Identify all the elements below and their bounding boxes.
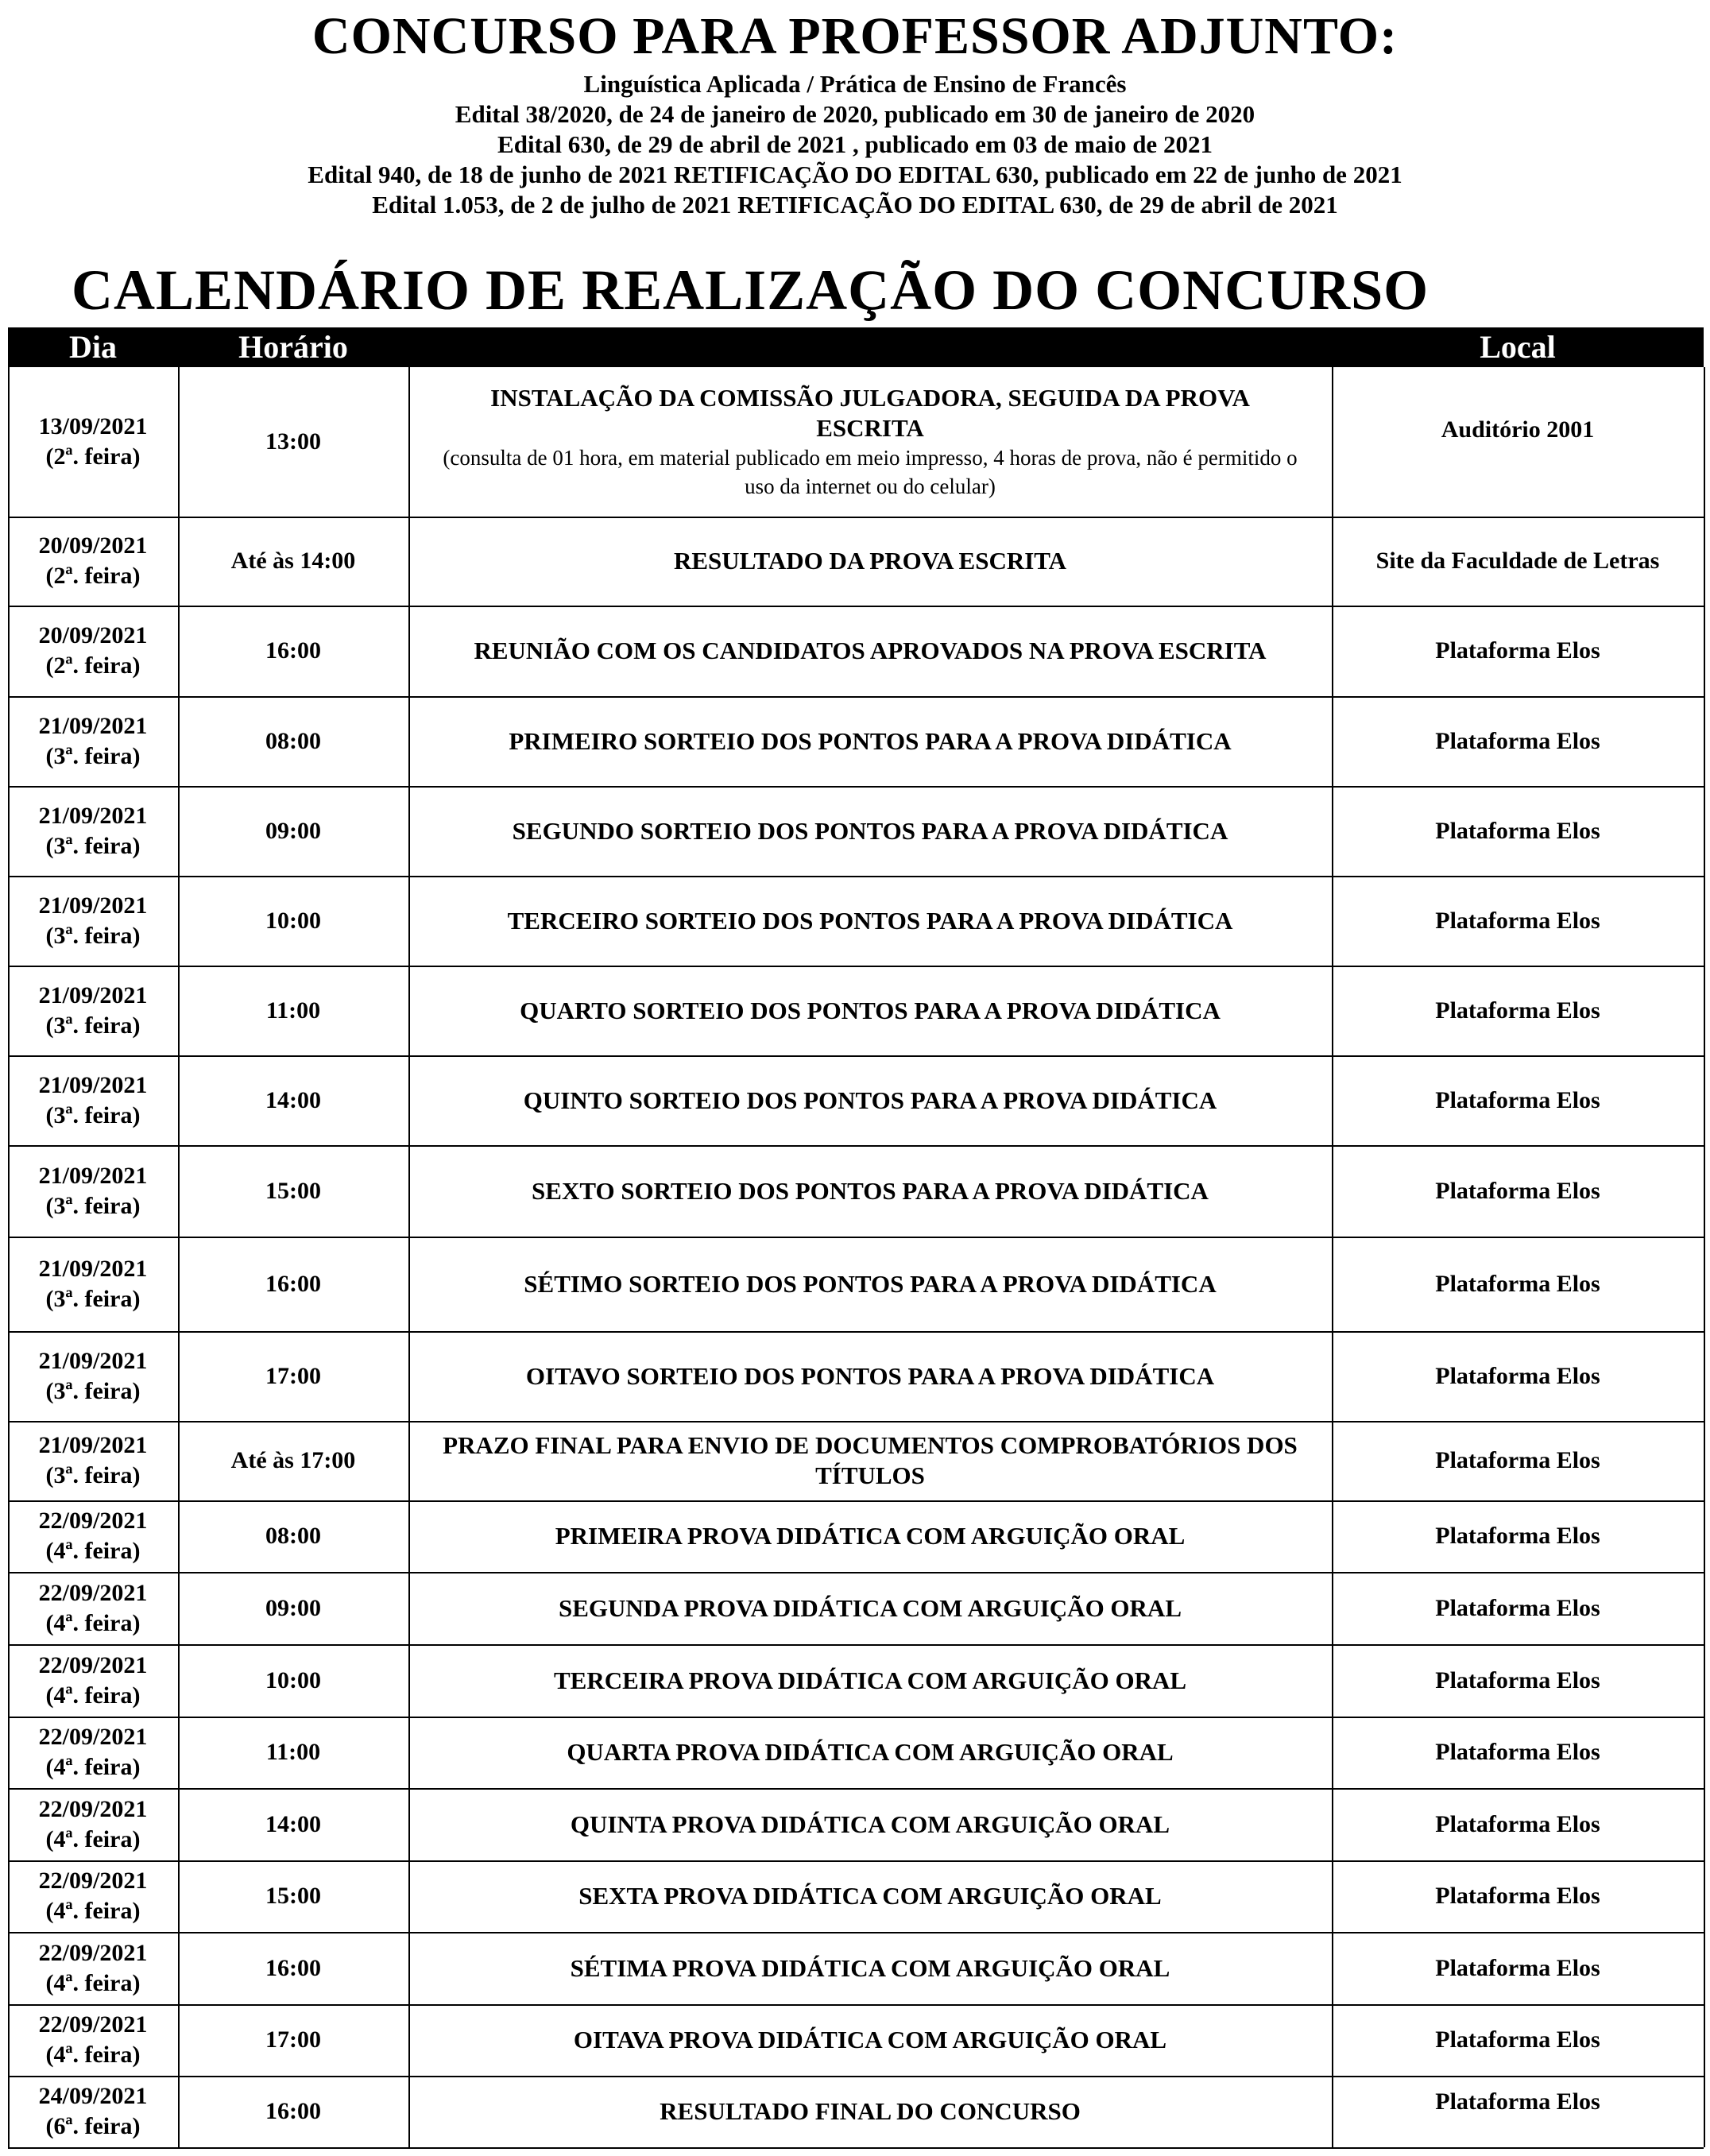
local-text: Plataforma Elos xyxy=(1435,637,1600,664)
date-stack xyxy=(39,621,148,681)
time-text: 15:00 xyxy=(265,1883,321,1909)
cell-atividade xyxy=(408,1145,1332,1237)
date-text: 22/09/2021 xyxy=(38,1795,148,1822)
cell-horario xyxy=(178,1421,408,1500)
cell-horario xyxy=(178,1331,408,1421)
cell-local xyxy=(1332,2004,1704,2076)
date-text: 21/09/2021 xyxy=(38,1162,148,1189)
local-text: Plataforma Elos xyxy=(1435,997,1600,1024)
activity-block xyxy=(508,906,1233,936)
cell-local xyxy=(1332,966,1704,1055)
activity-text: SEGUNDO SORTEIO DOS PONTOS PARA A PROVA DIDÁTICA xyxy=(512,816,1228,845)
weekday-text: (3ª. feira) xyxy=(45,1192,141,1219)
time-text: 14:00 xyxy=(265,1810,321,1837)
time-text: 17:00 xyxy=(265,1362,321,1389)
activity-block xyxy=(440,1430,1300,1491)
local-text: Plataforma Elos xyxy=(1435,1086,1600,1113)
cell-local xyxy=(1332,1237,1704,1331)
cell-atividade xyxy=(408,517,1332,606)
cell-local xyxy=(1332,786,1704,876)
cell-local xyxy=(1332,696,1704,786)
cell-atividade xyxy=(408,1644,1332,1717)
calendar-title: CALENDÁRIO DE REALIZAÇÃO DO CONCURSO xyxy=(72,258,1430,322)
cell-horario xyxy=(178,2004,408,2076)
weekday-text: (2ª. feira) xyxy=(45,563,141,589)
time-text: Até às 14:00 xyxy=(230,548,356,574)
local-text: Plataforma Elos xyxy=(1435,1739,1600,1765)
cell-dia xyxy=(8,1572,178,1644)
cell-local xyxy=(1332,606,1704,696)
cell-atividade xyxy=(408,1500,1332,1572)
activity-text: INSTALAÇÃO DA COMISSÃO JULGADORA, SEGUIDA DA PROVA ESCRITA xyxy=(490,384,1250,442)
date-stack xyxy=(39,891,148,951)
cell-dia xyxy=(8,367,178,517)
time-text: 16:00 xyxy=(265,1270,321,1297)
weekday-text: (4ª. feira) xyxy=(45,1825,141,1852)
cell-horario xyxy=(178,1788,408,1860)
date-stack xyxy=(39,1161,148,1221)
cell-horario xyxy=(178,517,408,606)
weekday-text: (4ª. feira) xyxy=(45,1538,141,1564)
edital-line: Edital 38/2020, de 24 de janeiro de 2020, publicado em 30 de janeiro de 2020 xyxy=(455,100,1255,128)
local-text: Plataforma Elos xyxy=(1435,1810,1600,1837)
cell-horario xyxy=(178,966,408,1055)
cell-atividade xyxy=(408,1932,1332,2004)
date-text: 21/09/2021 xyxy=(38,1071,148,1098)
date-text: 21/09/2021 xyxy=(38,981,148,1008)
cell-atividade xyxy=(408,367,1332,517)
local-text: Plataforma Elos xyxy=(1435,1362,1600,1389)
cell-local xyxy=(1332,1932,1704,2004)
weekday-text: (4ª. feira) xyxy=(45,1754,141,1780)
cell-local xyxy=(1332,1421,1704,1500)
cell-local xyxy=(1332,517,1704,606)
activity-block xyxy=(567,1737,1173,1767)
activity-text: TERCEIRO SORTEIO DOS PONTOS PARA A PROVA DIDÁTICA xyxy=(507,906,1233,935)
weekday-text: (3ª. feira) xyxy=(45,1285,141,1312)
date-stack xyxy=(39,1506,148,1566)
cell-atividade xyxy=(408,1421,1332,1500)
local-text: Plataforma Elos xyxy=(1435,1177,1600,1204)
date-stack xyxy=(39,1651,148,1711)
table-header xyxy=(8,327,1704,367)
cell-dia xyxy=(8,876,178,966)
cell-horario xyxy=(178,1237,408,1331)
column-header-local: Local xyxy=(1480,329,1556,365)
date-text: 20/09/2021 xyxy=(38,622,148,648)
date-text: 21/09/2021 xyxy=(38,1347,148,1374)
cell-dia xyxy=(8,1860,178,1932)
cell-local xyxy=(1332,1717,1704,1788)
cell-atividade xyxy=(408,1237,1332,1331)
time-text: 08:00 xyxy=(265,727,321,754)
weekday-text: (4ª. feira) xyxy=(45,2042,141,2068)
activity-block xyxy=(526,1361,1214,1392)
activity-text: OITAVO SORTEIO DOS PONTOS PARA A PROVA DIDÁTICA xyxy=(525,1361,1215,1390)
date-stack xyxy=(39,412,148,472)
date-stack xyxy=(39,2081,148,2142)
cell-dia xyxy=(8,606,178,696)
cell-local xyxy=(1332,876,1704,966)
local-text: Plataforma Elos xyxy=(1435,1954,1600,1981)
activity-text: QUARTO SORTEIO DOS PONTOS PARA A PROVA DIDÁTICA xyxy=(520,996,1221,1024)
cell-local xyxy=(1332,1644,1704,1717)
weekday-text: (4ª. feira) xyxy=(45,1682,141,1709)
activity-block xyxy=(660,2096,1081,2127)
cell-dia xyxy=(8,696,178,786)
edital-line: Edital 630, de 29 de abril de 2021 , publicado em 03 de maio de 2021 xyxy=(497,130,1213,158)
activity-text: SEXTA PROVA DIDÁTICA COM ARGUIÇÃO ORAL xyxy=(578,1882,1162,1910)
time-text: 09:00 xyxy=(265,817,321,844)
weekday-text: (3ª. feira) xyxy=(45,1012,141,1039)
cell-atividade xyxy=(408,1055,1332,1145)
cell-dia xyxy=(8,1788,178,1860)
activity-block xyxy=(440,383,1300,501)
cell-local xyxy=(1332,1145,1704,1237)
activity-text: SÉTIMA PROVA DIDÁTICA COM ARGUIÇÃO ORAL xyxy=(570,1953,1170,1982)
activity-block xyxy=(474,636,1266,666)
date-stack xyxy=(39,2010,148,2070)
activity-block xyxy=(571,1810,1170,1840)
cell-atividade xyxy=(408,1860,1332,1932)
date-text: 22/09/2021 xyxy=(38,1579,148,1606)
local-text: Plataforma Elos xyxy=(1435,1447,1600,1473)
cell-horario xyxy=(178,1572,408,1644)
date-text: 21/09/2021 xyxy=(38,802,148,829)
date-text: 24/09/2021 xyxy=(38,2083,148,2109)
weekday-text: (3ª. feira) xyxy=(45,1377,141,1404)
time-text: 11:00 xyxy=(265,1739,321,1765)
date-stack xyxy=(39,1938,148,1999)
date-text: 22/09/2021 xyxy=(38,1724,148,1750)
weekday-text: (3ª. feira) xyxy=(45,742,141,769)
local-text: Plataforma Elos xyxy=(1435,907,1600,934)
cell-dia xyxy=(8,1145,178,1237)
time-text: 08:00 xyxy=(265,1523,321,1549)
cell-dia xyxy=(8,966,178,1055)
date-text: 21/09/2021 xyxy=(38,1255,148,1282)
cell-horario xyxy=(178,786,408,876)
cell-local xyxy=(1332,1860,1704,1932)
date-stack xyxy=(39,1254,148,1314)
cell-atividade xyxy=(408,1572,1332,1644)
weekday-text: (3ª. feira) xyxy=(45,1462,141,1488)
weekday-text: (2ª. feira) xyxy=(45,652,141,679)
weekday-text: (3ª. feira) xyxy=(45,1101,141,1128)
local-text: Plataforma Elos xyxy=(1435,1883,1600,1909)
time-text: 16:00 xyxy=(265,637,321,664)
weekday-text: (3ª. feira) xyxy=(45,922,141,949)
time-text: 13:00 xyxy=(265,428,321,455)
cell-horario xyxy=(178,1860,408,1932)
cell-atividade xyxy=(408,696,1332,786)
cell-atividade xyxy=(408,2004,1332,2076)
date-text: 22/09/2021 xyxy=(38,1651,148,1678)
weekday-text: (6ª. feira) xyxy=(45,2113,141,2139)
date-text: 21/09/2021 xyxy=(38,892,148,919)
cell-horario xyxy=(178,1145,408,1237)
activity-text: QUINTA PROVA DIDÁTICA COM ARGUIÇÃO ORAL xyxy=(570,1810,1170,1838)
cell-atividade xyxy=(408,1331,1332,1421)
weekday-text: (4ª. feira) xyxy=(45,1898,141,1924)
weekday-text: (2ª. feira) xyxy=(45,443,141,470)
column-header-dia: Dia xyxy=(69,329,117,365)
local-text: Plataforma Elos xyxy=(1435,2026,1600,2053)
local-text: Plataforma Elos xyxy=(1435,1523,1600,1549)
date-stack xyxy=(39,1430,148,1491)
subtitle-line: Linguística Aplicada / Prática de Ensino de Francês xyxy=(583,70,1127,98)
date-text: 21/09/2021 xyxy=(38,1432,148,1458)
cell-dia xyxy=(8,1331,178,1421)
date-text: 22/09/2021 xyxy=(38,1939,148,1966)
column-header-horario: Horário xyxy=(238,329,348,365)
page-title: CONCURSO PARA PROFESSOR ADJUNTO: xyxy=(311,7,1399,65)
activity-text: PRIMEIRA PROVA DIDÁTICA COM ARGUIÇÃO ORAL xyxy=(555,1522,1186,1550)
date-stack xyxy=(39,1794,148,1855)
cell-local xyxy=(1332,367,1704,517)
activity-block xyxy=(509,726,1231,757)
date-text: 20/09/2021 xyxy=(38,532,148,559)
cell-dia xyxy=(8,1717,178,1788)
local-text: Plataforma Elos xyxy=(1435,2088,1600,2115)
activity-block xyxy=(559,1593,1182,1624)
time-text: Até às 17:00 xyxy=(230,1447,356,1473)
edital-line: Edital 1.053, de 2 de julho de 2021 RETIFICAÇÃO DO EDITAL 630, de 29 de abril de 2021 xyxy=(372,191,1338,219)
cell-dia xyxy=(8,786,178,876)
activity-note: (consulta de 01 hora, em material publicado em meio impresso, 4 horas de prova, não é permitido o uso da internet ou do celular) xyxy=(443,446,1298,498)
activity-block xyxy=(554,1666,1186,1696)
time-text: 14:00 xyxy=(265,1086,321,1113)
time-text: 09:00 xyxy=(265,1594,321,1621)
activity-block xyxy=(524,1269,1216,1299)
row-divider xyxy=(8,2147,1704,2149)
date-stack xyxy=(39,1070,148,1131)
activity-text: QUINTO SORTEIO DOS PONTOS PARA A PROVA DIDÁTICA xyxy=(523,1086,1217,1114)
activity-block xyxy=(578,1881,1161,1911)
cell-dia xyxy=(8,1932,178,2004)
weekday-text: (3ª. feira) xyxy=(45,832,141,859)
time-text: 16:00 xyxy=(265,2098,321,2124)
cell-horario xyxy=(178,1500,408,1572)
cell-horario xyxy=(178,1644,408,1717)
weekday-text: (4ª. feira) xyxy=(45,1609,141,1636)
weekday-text: (4ª. feira) xyxy=(45,1969,141,1996)
activity-text: PRIMEIRO SORTEIO DOS PONTOS PARA A PROVA DIDÁTICA xyxy=(509,726,1232,755)
activity-text: TERCEIRA PROVA DIDÁTICA COM ARGUIÇÃO ORAL xyxy=(553,1666,1187,1694)
local-text: Plataforma Elos xyxy=(1435,817,1600,844)
activity-text: RESULTADO DA PROVA ESCRITA xyxy=(673,547,1067,575)
cell-dia xyxy=(8,2004,178,2076)
cell-horario xyxy=(178,606,408,696)
local-text: Site da Faculdade de Letras xyxy=(1375,548,1660,574)
activity-text: PRAZO FINAL PARA ENVIO DE DOCUMENTOS COMPROBATÓRIOS DOS TÍTULOS xyxy=(443,1431,1298,1489)
activity-block xyxy=(532,1176,1209,1206)
time-text: 11:00 xyxy=(265,997,321,1024)
column-divider xyxy=(1704,367,1705,2147)
cell-atividade xyxy=(408,966,1332,1055)
cell-dia xyxy=(8,517,178,606)
local-text: Plataforma Elos xyxy=(1435,1666,1600,1693)
activity-block xyxy=(571,1953,1170,1984)
cell-local xyxy=(1332,1572,1704,1644)
time-text: 10:00 xyxy=(265,1666,321,1693)
cell-horario xyxy=(178,1055,408,1145)
activity-block xyxy=(555,1521,1186,1551)
activity-text: QUARTA PROVA DIDÁTICA COM ARGUIÇÃO ORAL xyxy=(567,1738,1174,1766)
date-stack xyxy=(39,531,148,591)
cell-atividade xyxy=(408,606,1332,696)
activity-block xyxy=(524,1086,1217,1116)
cell-dia xyxy=(8,1500,178,1572)
activity-text: SEXTO SORTEIO DOS PONTOS PARA A PROVA DIDÁTICA xyxy=(532,1176,1209,1205)
local-text: Plataforma Elos xyxy=(1435,727,1600,754)
cell-horario xyxy=(178,696,408,786)
cell-dia xyxy=(8,1237,178,1331)
cell-local xyxy=(1332,1055,1704,1145)
cell-horario xyxy=(178,367,408,517)
cell-dia xyxy=(8,1644,178,1717)
time-text: 15:00 xyxy=(265,1177,321,1204)
activity-block xyxy=(574,2025,1166,2055)
cell-local xyxy=(1332,2076,1704,2147)
activity-text: SÉTIMO SORTEIO DOS PONTOS PARA A PROVA DIDÁTICA xyxy=(524,1269,1217,1298)
cell-dia xyxy=(8,1421,178,1500)
activity-text: OITAVA PROVA DIDÁTICA COM ARGUIÇÃO ORAL xyxy=(573,2026,1167,2053)
cell-atividade xyxy=(408,876,1332,966)
date-text: 22/09/2021 xyxy=(38,2011,148,2038)
date-text: 13/09/2021 xyxy=(38,413,148,439)
activity-block xyxy=(513,816,1228,846)
cell-atividade xyxy=(408,786,1332,876)
time-text: 17:00 xyxy=(265,2026,321,2053)
cell-horario xyxy=(178,1717,408,1788)
date-stack xyxy=(39,1722,148,1782)
edital-line: Edital 940, de 18 de junho de 2021 RETIFICAÇÃO DO EDITAL 630, publicado em 22 de junho de 2021 xyxy=(308,161,1402,188)
time-text: 16:00 xyxy=(265,1954,321,1981)
cell-horario xyxy=(178,2076,408,2147)
time-text: 10:00 xyxy=(265,907,321,934)
date-text: 22/09/2021 xyxy=(38,1868,148,1894)
date-stack xyxy=(39,1346,148,1407)
date-stack xyxy=(39,1578,148,1639)
activity-text: REUNIÃO COM OS CANDIDATOS APROVADOS NA PROVA ESCRITA xyxy=(474,637,1267,664)
activity-text: RESULTADO FINAL DO CONCURSO xyxy=(660,2097,1081,2125)
cell-atividade xyxy=(408,2076,1332,2147)
cell-horario xyxy=(178,876,408,966)
activity-block xyxy=(520,996,1221,1026)
activity-text: SEGUNDA PROVA DIDÁTICA COM ARGUIÇÃO ORAL xyxy=(559,1593,1182,1622)
cell-local xyxy=(1332,1788,1704,1860)
date-stack xyxy=(39,711,148,772)
local-text: Auditório 2001 xyxy=(1441,416,1595,443)
date-text: 22/09/2021 xyxy=(38,1508,148,1534)
cell-local xyxy=(1332,1500,1704,1572)
cell-atividade xyxy=(408,1717,1332,1788)
date-stack xyxy=(39,1866,148,1926)
cell-dia xyxy=(8,1055,178,1145)
date-stack xyxy=(39,981,148,1041)
cell-horario xyxy=(178,1932,408,2004)
date-stack xyxy=(39,801,148,861)
activity-block xyxy=(674,546,1066,576)
cell-local xyxy=(1332,1331,1704,1421)
cell-atividade xyxy=(408,1788,1332,1860)
local-text: Plataforma Elos xyxy=(1435,1594,1600,1621)
date-text: 21/09/2021 xyxy=(38,712,148,739)
cell-dia xyxy=(8,2076,178,2147)
local-text: Plataforma Elos xyxy=(1435,1270,1600,1297)
